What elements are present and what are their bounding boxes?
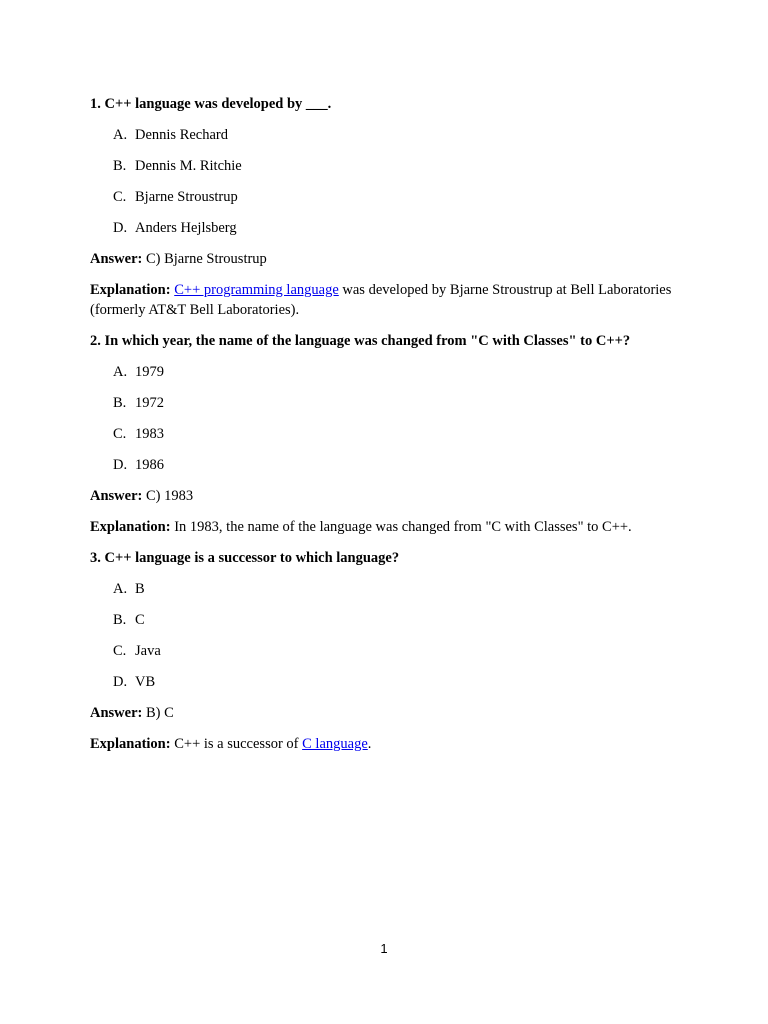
answer-text: B) C — [145, 705, 174, 721]
answer-line — [90, 249, 680, 269]
option-item — [90, 393, 680, 413]
question-block — [90, 331, 680, 537]
answer-line — [90, 486, 680, 506]
option-text: 1979 — [135, 364, 164, 380]
option-text: 1983 — [135, 426, 164, 442]
option-item — [90, 424, 680, 444]
option-list — [90, 362, 680, 475]
page-number: 1 — [380, 941, 388, 956]
explanation-line — [90, 734, 680, 754]
option-item — [90, 641, 680, 661]
option-letter: C. — [113, 189, 127, 205]
option-item — [90, 579, 680, 599]
option-item — [90, 125, 680, 145]
explanation-text-end: . — [367, 736, 372, 752]
answer-label: Answer: — [90, 488, 143, 504]
option-text: VB — [135, 674, 156, 690]
option-letter: D. — [113, 220, 128, 236]
answer-label: Answer: — [90, 251, 143, 267]
option-item — [90, 187, 680, 207]
option-item — [90, 455, 680, 475]
option-item — [90, 610, 680, 630]
question-text: 3. C++ language is a successor to which language? — [90, 550, 400, 566]
answer-label: Answer: — [90, 705, 143, 721]
option-item — [90, 156, 680, 176]
option-text: Bjarne Stroustrup — [135, 189, 238, 205]
option-text: Java — [135, 643, 161, 659]
option-letter: C. — [113, 643, 127, 659]
question-block — [90, 94, 680, 320]
option-item — [90, 362, 680, 382]
option-text: Anders Hejlsberg — [135, 220, 237, 236]
answer-text: C) Bjarne Stroustrup — [145, 251, 267, 267]
option-letter: D. — [113, 457, 128, 473]
option-text: Dennis M. Ritchie — [135, 158, 242, 174]
option-item — [90, 218, 680, 238]
question-text: 1. C++ language was developed by ___. — [90, 96, 332, 112]
option-list — [90, 579, 680, 692]
answer-line — [90, 703, 680, 723]
option-letter: D. — [113, 674, 128, 690]
explanation-label: Explanation: — [90, 282, 171, 298]
option-letter: B. — [113, 158, 127, 174]
explanation-line — [90, 517, 680, 537]
option-letter: B. — [113, 395, 127, 411]
question-block — [90, 548, 680, 754]
question-text: 2. In which year, the name of the language was changed from "C with Classes" to C++? — [90, 333, 631, 349]
option-text: Dennis Rechard — [135, 127, 229, 143]
option-list — [90, 125, 680, 238]
option-text: 1972 — [135, 395, 164, 411]
cpp-programming-language-link[interactable]: C++ programming language — [174, 282, 339, 298]
explanation-text: was developed by Bjarne Stroustrup at Bell Laboratories (formerly AT&T Bell Laboratories). — [90, 282, 672, 318]
option-letter: A. — [113, 364, 128, 380]
option-text: 1986 — [135, 457, 164, 473]
explanation-text: In 1983, the name of the language was changed from "C with Classes" to C++. — [174, 519, 632, 535]
explanation-label: Explanation: — [90, 736, 171, 752]
explanation-text: C++ is a successor of — [174, 736, 303, 752]
option-item — [90, 672, 680, 692]
option-letter: B. — [113, 612, 127, 628]
option-text: C — [135, 612, 145, 628]
explanation-line — [90, 280, 680, 320]
document-page — [90, 94, 680, 765]
explanation-label: Explanation: — [90, 519, 171, 535]
option-letter: C. — [113, 426, 127, 442]
option-letter: A. — [113, 127, 128, 143]
c-language-link[interactable]: C language — [302, 736, 368, 752]
option-text: B — [135, 581, 145, 597]
option-letter: A. — [113, 581, 128, 597]
answer-text: C) 1983 — [145, 488, 194, 504]
